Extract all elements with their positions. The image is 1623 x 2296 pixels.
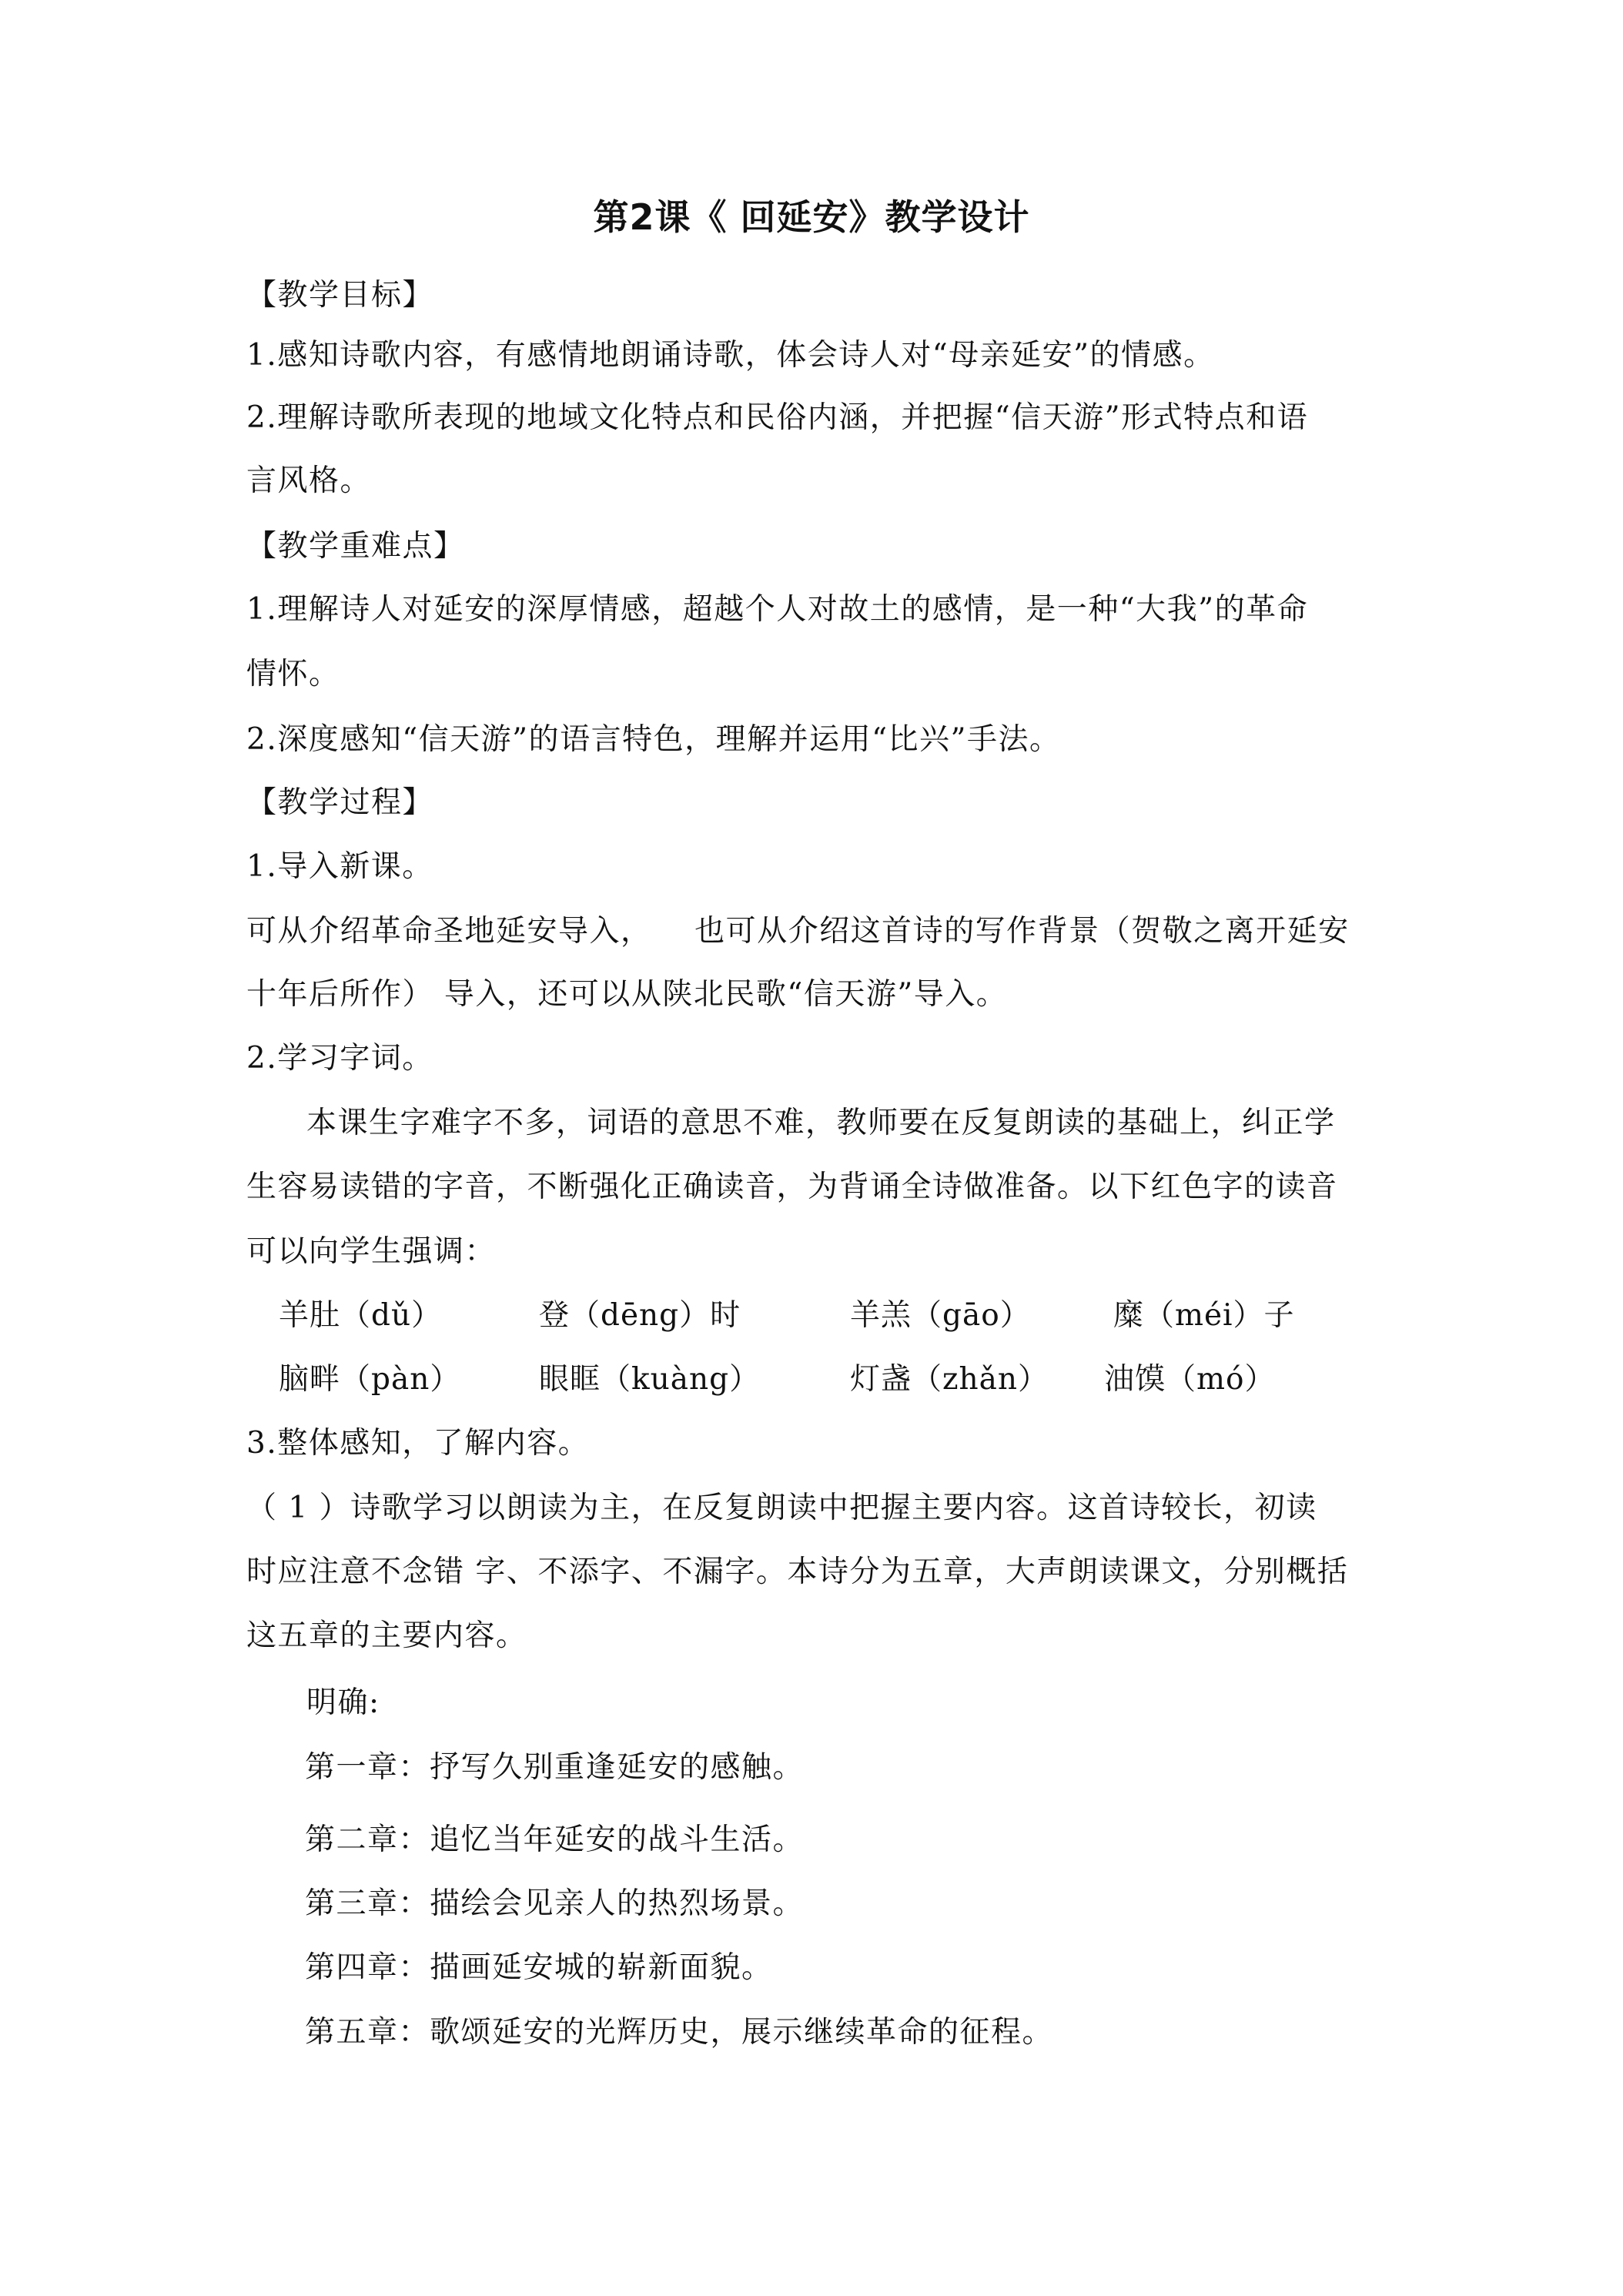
pinyin-word: 眼眶（kuàng） — [539, 1362, 761, 1397]
section-heading-process: 【教学过程】 — [246, 785, 434, 820]
pinyin-word: 羊肚（dǔ） — [279, 1298, 443, 1333]
objective-2-line-1: 2.理解诗歌所表现的地域文化特点和民俗内涵，并把握“信天游”形式特点和语 — [246, 400, 1309, 435]
step-1-paragraph-line-1: 可从介绍革命圣地延安导入， 也可从介绍这首诗的写作背景（贺敬之离开延安 — [246, 914, 1350, 949]
key-point-1-line-1: 1.理解诗人对延安的深厚情感，超越个人对故土的感情，是一种“大我”的革命 — [246, 592, 1309, 627]
chapter-summary-4: 第四章：描画延安城的崭新面貌。 — [305, 1950, 773, 1985]
pinyin-word: 登（dēng）时 — [539, 1298, 741, 1333]
step-2-heading: 2.学习字词。 — [246, 1041, 433, 1076]
step-2-paragraph-line-1: 本课生字难字不多，词语的意思不难，教师要在反复朗读的基础上，纠正学 — [306, 1106, 1336, 1140]
objective-1: 1.感知诗歌内容，有感情地朗诵诗歌，体会诗人对“母亲延安”的情感。 — [246, 338, 1215, 373]
page-title: 第2课《 回延安》教学设计 — [593, 196, 1030, 238]
step-2-paragraph-line-2: 生容易读错的字音，不断强化正确读音，为背诵全诗做准备。以下红色字的读音 — [246, 1170, 1338, 1204]
step-3-paragraph-line-3: 这五章的主要内容。 — [246, 1618, 527, 1653]
chapter-summary-3: 第三章：描绘会见亲人的热烈场景。 — [305, 1886, 805, 1921]
step-3-paragraph-line-2: 时应注意不念错 字、不添字、不漏字。本诗分为五章，大声朗读课文，分别概括 — [246, 1555, 1349, 1589]
pinyin-word: 油馍（mó） — [1104, 1362, 1276, 1397]
step-3-heading: 3.整体感知，了解内容。 — [246, 1426, 590, 1461]
step-3-paragraph-line-1: （ 1 ）诗歌学习以朗读为主，在反复朗读中把握主要内容。这首诗较长，初读 — [246, 1491, 1317, 1525]
pinyin-word: 脑畔（pàn） — [279, 1362, 461, 1397]
section-heading-key-points: 【教学重难点】 — [246, 529, 465, 564]
pinyin-word: 灯盏（zhǎn） — [850, 1362, 1049, 1397]
clarify-label: 明确: — [306, 1685, 380, 1720]
pinyin-word: 糜（méi）子 — [1113, 1298, 1295, 1333]
step-2-paragraph-line-3: 可以向学生强调： — [246, 1234, 497, 1269]
objective-2-line-2: 言风格。 — [246, 464, 372, 498]
chapter-summary-5: 第五章：歌颂延安的光辉历史，展示继续革命的征程。 — [305, 2015, 1054, 2050]
section-heading-objectives: 【教学目标】 — [246, 278, 434, 313]
key-point-1-line-2: 情怀。 — [246, 657, 340, 691]
chapter-summary-1: 第一章：抒写久别重逢延安的感触。 — [305, 1750, 805, 1785]
chapter-summary-2: 第二章：追忆当年延安的战斗生活。 — [305, 1822, 805, 1857]
step-1-paragraph-line-2: 十年后所作） 导入，还可以从陕北民歌“信天游”导入。 — [246, 977, 1008, 1012]
step-1-heading: 1.导入新课。 — [246, 849, 433, 884]
key-point-2: 2.深度感知“信天游”的语言特色，理解并运用“比兴”手法。 — [246, 722, 1061, 757]
pinyin-word: 羊羔（gāo） — [850, 1298, 1031, 1333]
